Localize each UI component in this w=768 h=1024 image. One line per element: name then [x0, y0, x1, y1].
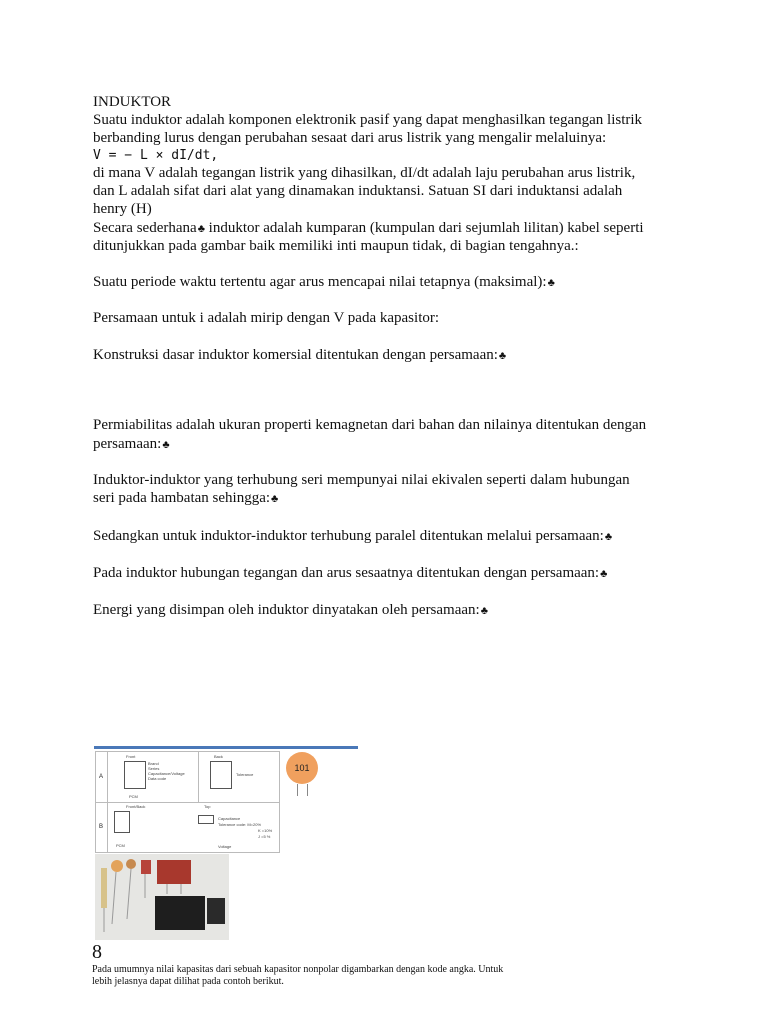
paragraph-line: di mana V adalah tegangan listrik yang dihasilkan, dI/dt adalah laju perubahan arus listrik,: [93, 165, 636, 181]
paragraph-text: persamaan:: [93, 436, 162, 452]
paragraph-text: Energi yang disimpan oleh induktor dinyatakan oleh persamaan:: [93, 602, 480, 618]
paragraph-line: dan L adalah sifat dari alat yang dinamakan induktansi. Satuan SI dari induktansi adalah: [93, 183, 623, 199]
capacitor-top-drawing: [198, 815, 214, 824]
paragraph-line: Persamaan untuk i adalah mirip dengan V pada kapasitor:: [93, 310, 440, 326]
label-front: Front: [126, 754, 136, 759]
capacitor-b-drawing: [114, 811, 130, 833]
paragraph-text: Pada induktor hubungan tegangan dan arus sesaatnya ditentukan dengan persamaan:: [93, 565, 600, 581]
label-tolerance-k: K =10%: [258, 828, 273, 833]
label-pcm: PCM: [116, 843, 125, 848]
table-divider: [198, 752, 199, 802]
heading-induktor: INDUKTOR: [93, 94, 172, 110]
capacitor-photo: [95, 854, 229, 940]
label-tolerance-j: J =5 %: [258, 834, 271, 839]
formula-line: V = − L × dI/dt,: [93, 148, 219, 163]
paragraph-line: berbanding lurus dengan perubahan sesaat dari arus listrik yang mengalir melaluinya:: [93, 130, 607, 146]
footer-text: lebih jelasnya dapat dilihat pada contoh berikut.: [92, 976, 284, 987]
paragraph-text: Konstruksi dasar induktor komersial ditentukan dengan persamaan:: [93, 347, 498, 363]
code-label: Brand: [148, 761, 159, 766]
label-voltage: Voltage: [218, 844, 232, 849]
paragraph-line: Permiabilitas adalah ukuran properti kemagnetan dari bahan dan nilainya ditentukan dengan: [93, 417, 647, 433]
paragraph-line: [93, 527, 612, 546]
capacitor-photo-drawing: [95, 854, 229, 940]
label-front-back: Front/Back: [126, 804, 146, 809]
club-symbol-icon: ♣: [197, 223, 205, 235]
paragraph-line: [93, 564, 607, 583]
row-label-a: A: [99, 774, 104, 780]
code-label: Data code: [148, 776, 167, 781]
paragraph-line: [93, 219, 644, 238]
club-symbol-icon: ♣: [271, 493, 279, 505]
club-symbol-icon: ♣: [547, 277, 555, 289]
label-back: Back: [214, 754, 223, 759]
ceramic-capacitor-disc: 101: [286, 752, 318, 784]
paragraph-line: [93, 435, 170, 454]
paragraph-line: [93, 489, 278, 508]
page-number: 8: [92, 941, 102, 963]
capacitor-front-drawing: [124, 761, 146, 789]
row-label-b: B: [99, 824, 104, 830]
club-symbol-icon: ♣: [600, 568, 608, 580]
paragraph-text: seri pada hambatan sehingga:: [93, 490, 271, 506]
capacitor-code-figure: [94, 746, 358, 940]
paragraph-text: Secara sederhana: [93, 220, 197, 236]
code-label: Series: [148, 766, 160, 771]
club-symbol-icon: ♣: [480, 605, 488, 617]
footer-text: Pada umumnya nilai kapasitas dari sebuah kapasitor nonpolar digambarkan dengan kode angka. Untuk: [92, 964, 504, 975]
club-symbol-icon: ♣: [498, 350, 507, 362]
paragraph-line: Suatu induktor adalah komponen elektronik pasif yang dapat menghasilkan tegangan listrik: [93, 112, 643, 128]
club-symbol-icon: ♣: [604, 531, 613, 543]
capacitor-lead: [307, 784, 308, 796]
label-tolerance-code: Tolerance code: M=20%: [218, 822, 262, 827]
capacitor-back-drawing: [210, 761, 232, 789]
paragraph-line: Induktor-induktor yang terhubung seri mempunyai nilai ekivalen seperti dalam hubungan: [93, 472, 630, 488]
label-pcm: PCM: [129, 794, 138, 799]
paragraph-line: ditunjukkan pada gambar baik memiliki inti maupun tidak, di bagian tengahnya.:: [93, 238, 579, 254]
capacitor-lead: [297, 784, 298, 796]
paragraph-text: Suatu periode waktu tertentu agar arus mencapai nilai tetapnya (maksimal):: [93, 274, 547, 290]
label-tolerance: Tolerance: [236, 772, 254, 777]
paragraph-line: [93, 346, 506, 365]
capacitor-code-table: [95, 751, 280, 853]
paragraph-text: Sedangkan untuk induktor-induktor terhubung paralel ditentukan melalui persamaan:: [93, 528, 604, 544]
paragraph-line: [93, 273, 555, 292]
figure-top-border: [94, 746, 358, 749]
paragraph-line: henry (H): [93, 201, 152, 217]
paragraph-text: induktor adalah kumparan (kumpulan dari sejumlah lilitan) kabel seperti: [204, 220, 644, 236]
table-divider: [96, 802, 279, 803]
paragraph-line: [93, 601, 488, 620]
label-capacitance: Capacitance: [218, 816, 241, 821]
table-divider: [107, 752, 108, 852]
club-symbol-icon: ♣: [162, 439, 170, 451]
code-label: Capacitance/Voltage: [148, 771, 185, 776]
label-top: Top: [204, 804, 211, 809]
